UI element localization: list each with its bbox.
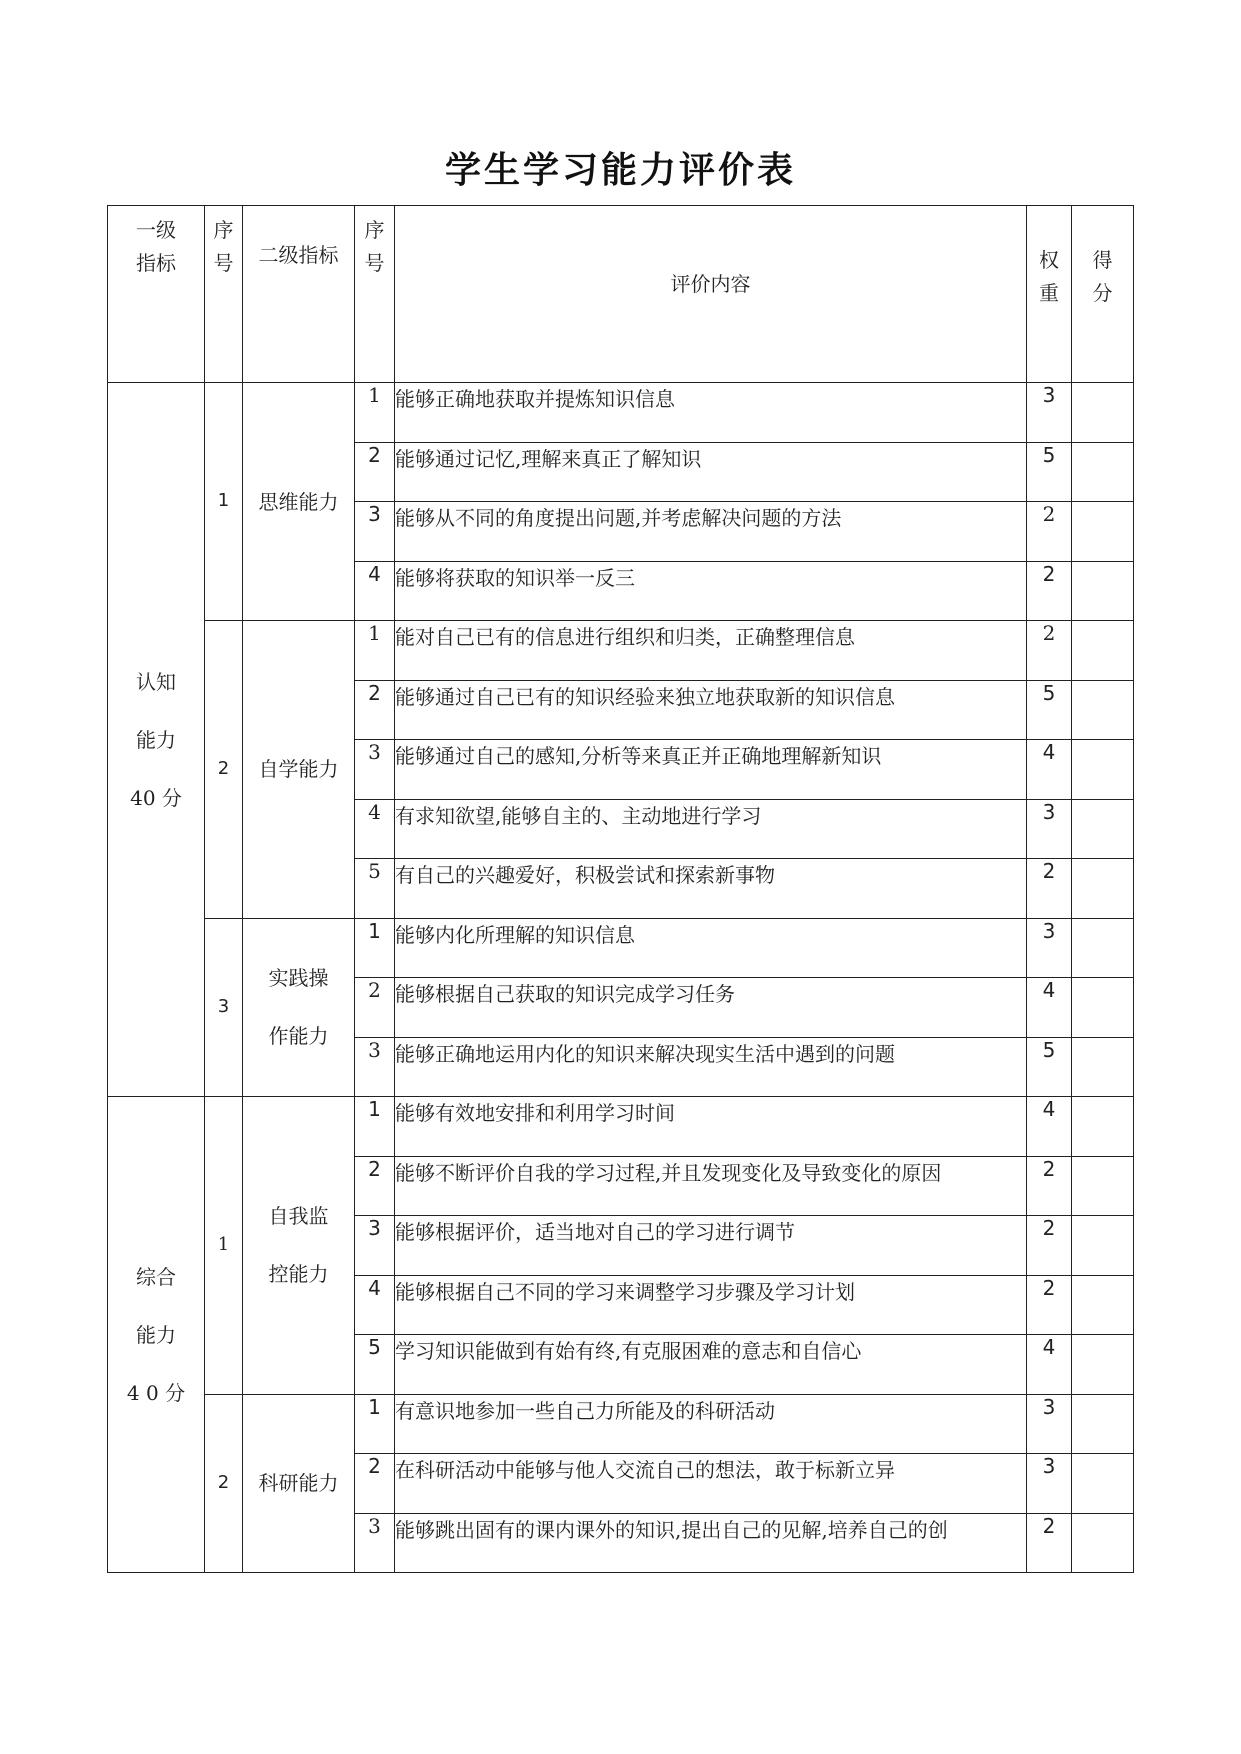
evaluation-content: 能够正确地获取并提炼知识信息 — [395, 383, 1027, 443]
evaluation-content: 能够有效地安排和利用学习时间 — [395, 1097, 1027, 1157]
item-seq: 2 — [355, 1454, 395, 1514]
weight-value: 5 — [1027, 680, 1072, 740]
level2-seq: 1 — [205, 1097, 243, 1395]
evaluation-content: 能够跳出固有的课内课外的知识,提出自己的见解,培养自己的创 — [395, 1513, 1027, 1573]
evaluation-content: 能够根据评价，适当地对自己的学习进行调节 — [395, 1216, 1027, 1276]
evaluation-content: 有自己的兴趣爱好，积极尝试和探索新事物 — [395, 859, 1027, 919]
item-seq: 3 — [355, 740, 395, 800]
page-title: 学生学习能力评价表 — [444, 150, 796, 191]
score-cell[interactable] — [1072, 799, 1134, 859]
evaluation-content: 能够通过自己的感知,分析等来真正并正确地理解新知识 — [395, 740, 1027, 800]
weight-value: 2 — [1027, 1275, 1072, 1335]
weight-value: 2 — [1027, 1216, 1072, 1276]
score-cell[interactable] — [1072, 621, 1134, 681]
score-cell[interactable] — [1072, 442, 1134, 502]
header-score: 得分 — [1072, 206, 1134, 383]
level2-seq: 1 — [205, 383, 243, 621]
item-seq: 4 — [355, 799, 395, 859]
score-cell[interactable] — [1072, 1275, 1134, 1335]
item-seq: 3 — [355, 502, 395, 562]
score-cell[interactable] — [1072, 1394, 1134, 1454]
score-cell[interactable] — [1072, 1037, 1134, 1097]
level1-indicator: 综合 能力 4 0 分 — [108, 1097, 205, 1573]
score-cell[interactable] — [1072, 1335, 1134, 1395]
score-cell[interactable] — [1072, 561, 1134, 621]
level2-indicator: 自我监 控能力 — [243, 1097, 355, 1395]
item-seq: 1 — [355, 1394, 395, 1454]
weight-value: 3 — [1027, 1454, 1072, 1514]
score-cell[interactable] — [1072, 859, 1134, 919]
score-cell[interactable] — [1072, 680, 1134, 740]
evaluation-content: 能够从不同的角度提出问题,并考虑解决问题的方法 — [395, 502, 1027, 562]
level2-indicator: 思维能力 — [243, 383, 355, 621]
level1-indicator: 认知 能力 40 分 — [108, 383, 205, 1097]
weight-value: 4 — [1027, 978, 1072, 1038]
weight-value: 2 — [1027, 859, 1072, 919]
score-cell[interactable] — [1072, 502, 1134, 562]
item-seq: 3 — [355, 1216, 395, 1276]
weight-value: 2 — [1027, 1156, 1072, 1216]
item-seq: 1 — [355, 621, 395, 681]
evaluation-content: 在科研活动中能够与他人交流自己的想法，敢于标新立异 — [395, 1454, 1027, 1514]
item-seq: 3 — [355, 1037, 395, 1097]
weight-value: 4 — [1027, 740, 1072, 800]
score-cell[interactable] — [1072, 1097, 1134, 1157]
header-weight: 权重 — [1027, 206, 1072, 383]
item-seq: 2 — [355, 680, 395, 740]
level2-indicator: 科研能力 — [243, 1394, 355, 1573]
score-cell[interactable] — [1072, 1454, 1134, 1514]
table-row — [108, 383, 1134, 443]
evaluation-content: 能够根据自己不同的学习来调整学习步骤及学习计划 — [395, 1275, 1027, 1335]
score-cell[interactable] — [1072, 918, 1134, 978]
evaluation-content: 能够根据自己获取的知识完成学习任务 — [395, 978, 1027, 1038]
item-seq: 1 — [355, 918, 395, 978]
weight-value: 3 — [1027, 1394, 1072, 1454]
weight-value: 3 — [1027, 799, 1072, 859]
evaluation-content: 能够将获取的知识举一反三 — [395, 561, 1027, 621]
table-row — [108, 1394, 1134, 1454]
level2-indicator: 自学能力 — [243, 621, 355, 919]
evaluation-content: 有求知欲望,能够自主的、主动地进行学习 — [395, 799, 1027, 859]
header-row — [108, 206, 1134, 383]
evaluation-content: 学习知识能做到有始有终,有克服困难的意志和自信心 — [395, 1335, 1027, 1395]
score-cell[interactable] — [1072, 383, 1134, 443]
evaluation-content: 能够内化所理解的知识信息 — [395, 918, 1027, 978]
item-seq: 3 — [355, 1513, 395, 1573]
evaluation-table — [107, 205, 1134, 1573]
weight-value: 3 — [1027, 383, 1072, 443]
evaluation-content: 能够通过记忆,理解来真正了解知识 — [395, 442, 1027, 502]
weight-value: 2 — [1027, 502, 1072, 562]
score-cell[interactable] — [1072, 740, 1134, 800]
item-seq: 2 — [355, 978, 395, 1038]
header-level1: 一级指标 — [108, 206, 205, 383]
table-row — [108, 621, 1134, 681]
header-seq2: 序号 — [355, 206, 395, 383]
weight-value: 4 — [1027, 1097, 1072, 1157]
item-seq: 1 — [355, 1097, 395, 1157]
level2-seq: 2 — [205, 1394, 243, 1573]
header-content: 评价内容 — [395, 206, 1027, 383]
evaluation-content: 能对自己已有的信息进行组织和归类，正确整理信息 — [395, 621, 1027, 681]
table-row — [108, 918, 1134, 978]
evaluation-content: 能够不断评价自我的学习过程,并且发现变化及导致变化的原因 — [395, 1156, 1027, 1216]
level2-seq: 3 — [205, 918, 243, 1097]
weight-value: 4 — [1027, 1335, 1072, 1395]
item-seq: 2 — [355, 442, 395, 502]
item-seq: 4 — [355, 561, 395, 621]
item-seq: 5 — [355, 1335, 395, 1395]
score-cell[interactable] — [1072, 978, 1134, 1038]
item-seq: 4 — [355, 1275, 395, 1335]
item-seq: 1 — [355, 383, 395, 443]
weight-value: 5 — [1027, 1037, 1072, 1097]
weight-value: 3 — [1027, 918, 1072, 978]
item-seq: 5 — [355, 859, 395, 919]
score-cell[interactable] — [1072, 1156, 1134, 1216]
weight-value: 2 — [1027, 1513, 1072, 1573]
score-cell[interactable] — [1072, 1216, 1134, 1276]
level2-indicator: 实践操 作能力 — [243, 918, 355, 1097]
level2-seq: 2 — [205, 621, 243, 919]
evaluation-content: 能够正确地运用内化的知识来解决现实生活中遇到的问题 — [395, 1037, 1027, 1097]
weight-value: 2 — [1027, 621, 1072, 681]
header-level2: 二级指标 — [243, 206, 355, 383]
header-seq1: 序号 — [205, 206, 243, 383]
table-row — [108, 1097, 1134, 1157]
evaluation-content: 有意识地参加一些自己力所能及的科研活动 — [395, 1394, 1027, 1454]
evaluation-content: 能够通过自己已有的知识经验来独立地获取新的知识信息 — [395, 680, 1027, 740]
weight-value: 2 — [1027, 561, 1072, 621]
item-seq: 2 — [355, 1156, 395, 1216]
score-cell[interactable] — [1072, 1513, 1134, 1573]
weight-value: 5 — [1027, 442, 1072, 502]
